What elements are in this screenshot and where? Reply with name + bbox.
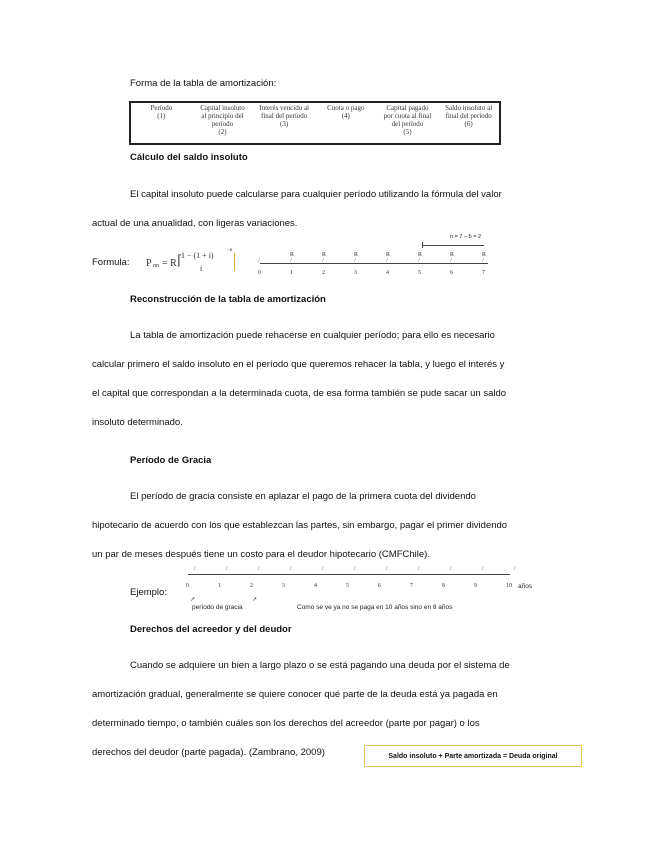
table-header: Saldo insoluto al final del período (6) bbox=[445, 104, 493, 128]
timeline-2-tick-label: 10 bbox=[506, 583, 512, 589]
amortization-table bbox=[129, 101, 501, 145]
timeline-1-tick-label: 2 bbox=[322, 270, 325, 276]
derechos-paragraph-line: derechos del deudor (parte pagada). (Zambrano, 2009) bbox=[92, 747, 325, 758]
timeline-1-tick-mark: / bbox=[354, 258, 356, 264]
timeline-2-tick-mark: / bbox=[450, 566, 452, 572]
forma-label: Forma de la tabla de amortización: bbox=[130, 78, 277, 89]
timeline-1-tick-mark: / bbox=[450, 258, 452, 264]
derechos-title: Derechos del acreedor y del deudor bbox=[130, 624, 292, 635]
gracia-title: Período de Gracia bbox=[130, 455, 212, 466]
reconstruccion-title: Reconstrucción de la tabla de amortización bbox=[130, 294, 326, 305]
timeline-1-tick-label: 6 bbox=[450, 270, 453, 276]
timeline-1-payment-label: R bbox=[322, 252, 327, 258]
timeline-2-tick-label: 8 bbox=[442, 583, 445, 589]
timeline-1-tick-mark: / bbox=[386, 258, 388, 264]
timeline-1-payment-label: R bbox=[418, 252, 423, 258]
calculo-title: Cálculo del saldo insoluto bbox=[130, 152, 248, 163]
table-header: Capital pagado por cuota al final del período (5) bbox=[383, 104, 432, 136]
timeline-1-payment-label: R bbox=[354, 252, 359, 258]
table-header: Capital insoluto al principio del período (2) bbox=[200, 104, 245, 136]
timeline-1-tick-mark: / bbox=[290, 258, 292, 264]
gracia-paragraph-line: un par de meses después tiene un costo para el deudor hipotecario (CMFChile). bbox=[92, 549, 430, 560]
derechos-paragraph-line: Cuando se adquiere un bien a largo plazo o se está pagando una deuda por el sistema de bbox=[130, 660, 510, 671]
timeline-1-tick-mark: / bbox=[482, 258, 484, 264]
timeline-1-payment-label: R bbox=[450, 252, 455, 258]
ejemplo-label: Ejemplo: bbox=[130, 587, 167, 598]
timeline-1-tick-label: 0 bbox=[258, 270, 261, 276]
timeline-2-tick-mark: / bbox=[418, 566, 420, 572]
timeline-1-tick-mark: / bbox=[258, 258, 260, 264]
timeline-2-tick-label: 3 bbox=[282, 583, 285, 589]
gracia-paragraph-line: El período de gracia consiste en aplazar el pago de la primera cuota del dividendo bbox=[130, 491, 476, 502]
timeline-2-tick-label: 5 bbox=[346, 583, 349, 589]
timeline-1-tick-label: 4 bbox=[386, 270, 389, 276]
recon-paragraph-line: La tabla de amortización puede rehacerse en cualquier período; para ello es necesario bbox=[130, 330, 495, 341]
timeline-2-tick-mark: / bbox=[290, 566, 292, 572]
calculo-paragraph-line: El capital insoluto puede calcularse para cualquier período utilizando la fórmula del valor bbox=[130, 189, 502, 200]
recon-paragraph-line: insoluto determinado. bbox=[92, 417, 183, 428]
grace-period-arrow: ↗ bbox=[190, 597, 196, 603]
timeline-2-tick-label: 6 bbox=[378, 583, 381, 589]
derechos-paragraph-line: determinado tiempo, o también cuáles son los derechos del acreedor (parte por pagar) o los bbox=[92, 718, 480, 729]
timeline-2-tick-label: 9 bbox=[474, 583, 477, 589]
timeline-2-unit: años bbox=[518, 583, 533, 590]
timeline-2-tick-label: 4 bbox=[314, 583, 317, 589]
table-header: Interés vencido al final del período (3) bbox=[259, 104, 310, 128]
calculo-paragraph-line: actual de una anualidad, con ligeras variaciones. bbox=[92, 218, 298, 229]
timeline-2-tick-mark: / bbox=[322, 566, 324, 572]
sum-box: Saldo insoluto + Parte amortizada = Deuda original bbox=[364, 745, 582, 767]
timeline-1-tick-label: 3 bbox=[354, 270, 357, 276]
grace-period-arrow: ↗ bbox=[252, 597, 258, 603]
timeline-2-tick-label: 0 bbox=[186, 583, 189, 589]
table-header: Período (1) bbox=[150, 104, 173, 120]
timeline-2-tick-label: 2 bbox=[250, 583, 253, 589]
timeline-2-tick-label: 7 bbox=[410, 583, 413, 589]
timeline-2-tick-mark: / bbox=[386, 566, 388, 572]
timeline-2-tick-mark: / bbox=[514, 566, 516, 572]
timeline-1-tick-label: 7 bbox=[482, 270, 485, 276]
timeline-1-payment-label: R bbox=[386, 252, 391, 258]
formula-label: Formula: bbox=[92, 257, 130, 268]
timeline-2-tick-mark: / bbox=[354, 566, 356, 572]
timeline-2-tick-mark: / bbox=[226, 566, 228, 572]
timeline-1-tick-mark: / bbox=[322, 258, 324, 264]
timeline-2-note: Como se ve ya no se paga en 10 años sino en 8 años bbox=[297, 604, 453, 611]
timeline-2-tick-mark: / bbox=[258, 566, 260, 572]
recon-paragraph-line: calcular primero el saldo insoluto en el período que queremos rehacer la tabla, y luego el interés y bbox=[92, 359, 505, 370]
timeline-1-label: n = 7 − 5 = 2 bbox=[450, 234, 482, 240]
derechos-paragraph-line: amortización gradual, generalmente se quiere conocer qué parte de la deuda está ya pagada en bbox=[92, 689, 498, 700]
timeline-1-payment-label: R bbox=[290, 252, 295, 258]
timeline-1-tick-label: 1 bbox=[290, 270, 293, 276]
recon-paragraph-line: el capital que correspondan a la determinada cuota, de esa forma también se pude sacar un saldo bbox=[92, 388, 507, 399]
timeline-2 bbox=[180, 566, 540, 618]
timeline-2-tick-mark: / bbox=[194, 566, 196, 572]
timeline-2-tick-mark: / bbox=[482, 566, 484, 572]
timeline-1-tick-mark: / bbox=[418, 258, 420, 264]
timeline-1 bbox=[250, 232, 500, 282]
gracia-paragraph-line: hipotecario de acuerdo con los que establezcan las partes, sin embargo, pagar el primer dividendo bbox=[92, 520, 508, 531]
periodo-gracia-label: período de gracia bbox=[192, 604, 243, 611]
table-header: Cuota o pago (4) bbox=[327, 104, 365, 120]
timeline-1-tick-label: 5 bbox=[418, 270, 421, 276]
timeline-2-tick-label: 1 bbox=[218, 583, 221, 589]
timeline-1-payment-label: R bbox=[482, 252, 487, 258]
